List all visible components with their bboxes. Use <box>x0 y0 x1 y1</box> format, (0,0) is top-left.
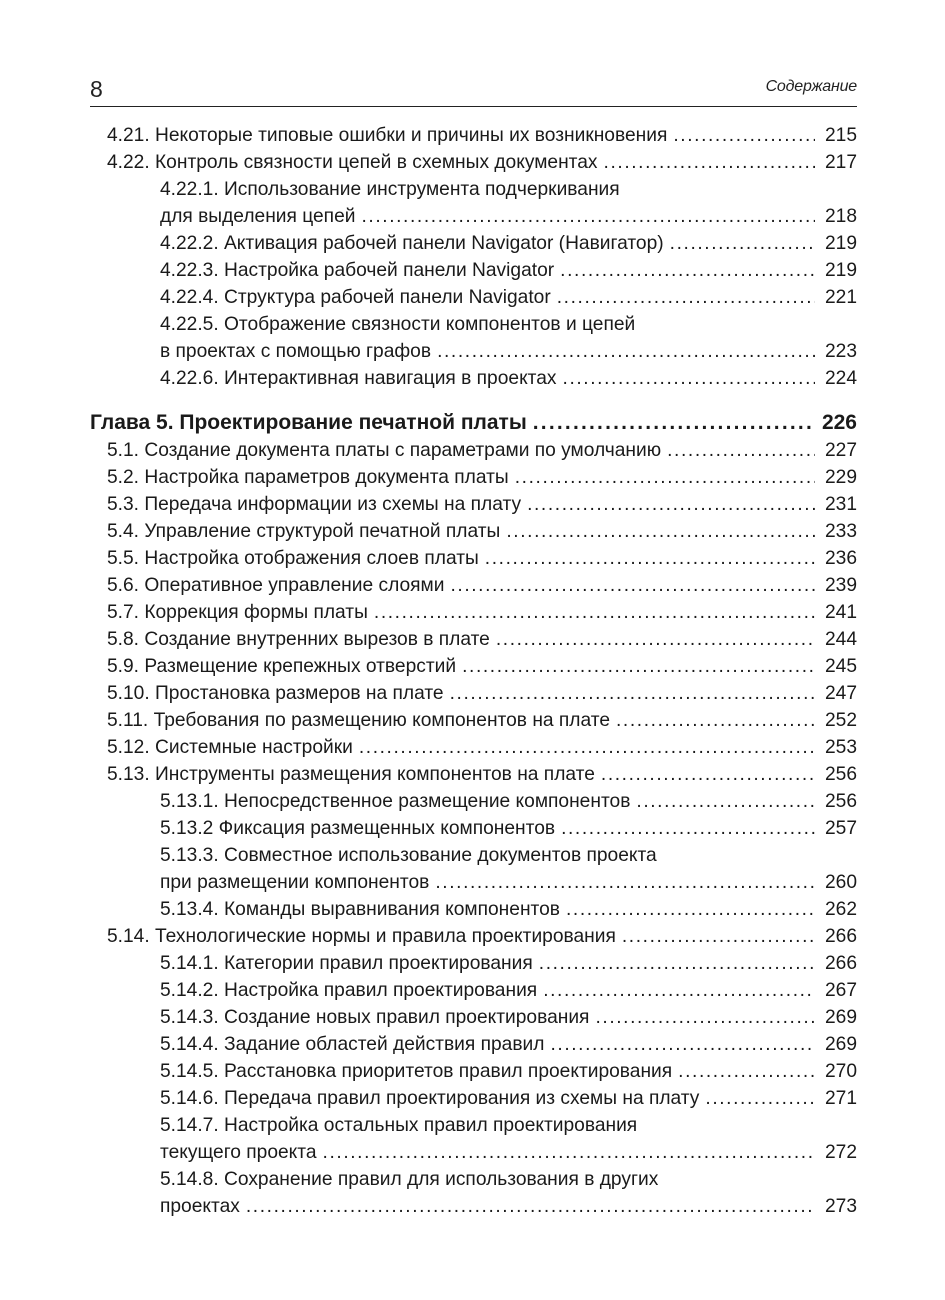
toc-entry[interactable] <box>90 572 857 599</box>
dot-leader <box>560 257 815 284</box>
table-of-contents <box>90 122 857 1220</box>
toc-entry-title: 5.2. Настройка параметров документа платы <box>107 467 509 488</box>
toc-entry-page: 219 <box>824 233 857 254</box>
toc-entry-page: 266 <box>824 953 857 974</box>
toc-entry-title: 5.14. Технологические нормы и правила проектирования <box>107 926 616 947</box>
toc-entry-title: 5.13.2 Фиксация размещенных компонентов <box>160 818 556 839</box>
toc-entry[interactable] <box>90 707 857 734</box>
toc-entry-page: 256 <box>824 764 857 785</box>
toc-entry-page: 247 <box>824 683 857 704</box>
dot-leader <box>533 409 815 437</box>
toc-entry[interactable] <box>90 437 857 464</box>
toc-entry[interactable] <box>90 680 857 707</box>
toc-entry-title: 5.5. Настройка отображения слоев платы <box>107 548 479 569</box>
dot-leader <box>543 977 815 1004</box>
dot-leader <box>485 545 815 572</box>
dot-leader <box>374 599 815 626</box>
dot-leader <box>604 149 815 176</box>
toc-entry-title: проектах <box>160 1196 240 1217</box>
running-title: Содержание <box>765 78 857 95</box>
toc-entry[interactable] <box>90 230 857 257</box>
page-number: 8 <box>90 76 103 102</box>
toc-entry-title: 5.3. Передача информации из схемы на плату <box>107 494 522 515</box>
dot-leader <box>361 203 815 230</box>
toc-entry-first-line: 5.14.8. Сохранение правил для использования в других <box>160 1169 659 1190</box>
toc-entry-page: 269 <box>824 1034 857 1055</box>
toc-entry-page: 231 <box>824 494 857 515</box>
toc-entry-title: для выделения цепей <box>160 206 356 227</box>
toc-entry-page: 245 <box>824 656 857 677</box>
toc-entry-title: 5.14.6. Передача правил проектирования из схемы на плату <box>160 1088 700 1109</box>
toc-entry-title: 5.14.5. Расстановка приоритетов правил проектирования <box>160 1061 673 1082</box>
toc-entry[interactable] <box>90 1031 857 1058</box>
toc-entry-first-line: 4.22.5. Отображение связности компонентов и цепей <box>160 314 636 335</box>
toc-entry-first-line: 5.14.7. Настройка остальных правил проектирования <box>160 1115 638 1136</box>
toc-entry-page: 266 <box>824 926 857 947</box>
dot-leader <box>450 572 815 599</box>
dot-leader <box>506 518 815 545</box>
toc-entry-title: 4.22. Контроль связности цепей в схемных документах <box>107 152 598 173</box>
toc-entry[interactable] <box>90 1139 857 1166</box>
dot-leader <box>595 1004 815 1031</box>
toc-entry[interactable] <box>90 896 857 923</box>
toc-entry[interactable] <box>90 122 857 149</box>
dot-leader <box>437 338 815 365</box>
toc-entry-page: 260 <box>824 872 857 893</box>
toc-entry[interactable] <box>90 149 857 176</box>
toc-entry-title: при размещении компонентов <box>160 872 430 893</box>
dot-leader <box>323 1139 815 1166</box>
dot-leader <box>527 491 815 518</box>
toc-entry[interactable] <box>90 734 857 761</box>
toc-entry-page: 226 <box>821 411 857 434</box>
toc-entry-page: 256 <box>824 791 857 812</box>
toc-entry-title: 5.11. Требования по размещению компонентов на плате <box>107 710 610 731</box>
dot-leader <box>539 950 815 977</box>
toc-entry-page: 253 <box>824 737 857 758</box>
toc-entry-page: 233 <box>824 521 857 542</box>
dot-leader <box>496 626 815 653</box>
toc-entry-title: текущего проекта <box>160 1142 317 1163</box>
toc-entry-page: 272 <box>824 1142 857 1163</box>
toc-entry-title: 5.9. Размещение крепежных отверстий <box>107 656 457 677</box>
toc-entry[interactable] <box>90 464 857 491</box>
toc-entry[interactable] <box>90 950 857 977</box>
toc-entry[interactable] <box>90 257 857 284</box>
toc-entry-title: 5.14.4. Задание областей действия правил <box>160 1034 545 1055</box>
toc-entry-title: 5.8. Создание внутренних вырезов в плате <box>107 629 490 650</box>
toc-entry[interactable] <box>90 545 857 572</box>
toc-entry[interactable] <box>90 1058 857 1085</box>
toc-entry-title: 5.12. Системные настройки <box>107 737 353 758</box>
toc-entry-page: 229 <box>824 467 857 488</box>
toc-entry-first-line: 5.13.3. Совместное использование документов проекта <box>160 845 657 866</box>
toc-entry-page: 218 <box>824 206 857 227</box>
toc-entry[interactable] <box>90 599 857 626</box>
toc-entry[interactable] <box>90 284 857 311</box>
toc-entry-title: 5.13.1. Непосредственное размещение компонентов <box>160 791 631 812</box>
toc-entry-title: 4.22.2. Активация рабочей панели Navigator (Навигатор) <box>160 233 664 254</box>
toc-entry-page: 269 <box>824 1007 857 1028</box>
dot-leader <box>359 734 815 761</box>
toc-entry-page: 239 <box>824 575 857 596</box>
dot-leader <box>678 1058 815 1085</box>
dot-leader <box>622 923 815 950</box>
toc-entry-page: 257 <box>824 818 857 839</box>
toc-entry-title: 5.13. Инструменты размещения компонентов на плате <box>107 764 595 785</box>
toc-entry-page: 241 <box>824 602 857 623</box>
toc-entry[interactable] <box>90 518 857 545</box>
dot-leader <box>462 653 815 680</box>
dot-leader <box>601 761 815 788</box>
toc-entry-page: 227 <box>824 440 857 461</box>
toc-entry-page: 270 <box>824 1061 857 1082</box>
dot-leader <box>515 464 815 491</box>
toc-entry-title: 5.1. Создание документа платы с параметрами по умолчанию <box>107 440 662 461</box>
toc-entry-title: 5.7. Коррекция формы платы <box>107 602 368 623</box>
dot-leader <box>563 365 815 392</box>
toc-entry-page: 236 <box>824 548 857 569</box>
toc-entry-title: 4.21. Некоторые типовые ошибки и причины их возникновения <box>107 125 668 146</box>
toc-entry-title: 4.22.4. Структура рабочей панели Navigator <box>160 287 551 308</box>
toc-chapter[interactable] <box>90 409 857 437</box>
toc-entry-page: 273 <box>824 1196 857 1217</box>
toc-entry-title: 4.22.3. Настройка рабочей панели Navigator <box>160 260 555 281</box>
toc-entry[interactable] <box>90 365 857 392</box>
toc-entry-title: 5.6. Оперативное управление слоями <box>107 575 445 596</box>
dot-leader <box>246 1193 815 1220</box>
toc-entry[interactable] <box>90 338 857 365</box>
toc-entry-page: 217 <box>824 152 857 173</box>
toc-entry-title: 5.14.2. Настройка правил проектирования <box>160 980 538 1001</box>
toc-entry-title: 5.14.3. Создание новых правил проектирования <box>160 1007 590 1028</box>
toc-entry[interactable] <box>90 491 857 518</box>
toc-entry[interactable] <box>90 923 857 950</box>
dot-leader <box>566 896 815 923</box>
dot-leader <box>667 437 815 464</box>
toc-entry-page: 223 <box>824 341 857 362</box>
toc-entry[interactable] <box>90 869 857 896</box>
toc-entry[interactable] <box>90 626 857 653</box>
dot-leader <box>673 122 815 149</box>
toc-entry-page: 221 <box>824 287 857 308</box>
toc-entry-title: 5.13.4. Команды выравнивания компонентов <box>160 899 560 920</box>
dot-leader <box>550 1031 815 1058</box>
toc-entry-first-line: 4.22.1. Использование инструмента подчеркивания <box>160 179 620 200</box>
toc-entry-page: 215 <box>824 125 857 146</box>
toc-entry[interactable] <box>90 1085 857 1112</box>
toc-entry[interactable] <box>90 761 857 788</box>
toc-entry-page: 271 <box>824 1088 857 1109</box>
toc-entry-title: 4.22.6. Интерактивная навигация в проектах <box>160 368 557 389</box>
toc-entry[interactable] <box>90 1004 857 1031</box>
toc-entry-page: 252 <box>824 710 857 731</box>
toc-entry-page: 262 <box>824 899 857 920</box>
toc-entry-page: 267 <box>824 980 857 1001</box>
page-header <box>90 70 857 107</box>
toc-entry[interactable] <box>90 977 857 1004</box>
toc-entry[interactable] <box>90 815 857 842</box>
dot-leader <box>435 869 815 896</box>
toc-entry-page: 244 <box>824 629 857 650</box>
dot-leader <box>557 284 815 311</box>
toc-entry-title: 5.10. Простановка размеров на плате <box>107 683 444 704</box>
dot-leader <box>450 680 815 707</box>
toc-entry-title: 5.14.1. Категории правил проектирования <box>160 953 533 974</box>
dot-leader <box>670 230 815 257</box>
toc-entry[interactable] <box>90 203 857 230</box>
toc-entry-title: 5.4. Управление структурой печатной платы <box>107 521 501 542</box>
toc-entry-page: 219 <box>824 260 857 281</box>
dot-leader <box>636 788 815 815</box>
dot-leader <box>705 1085 815 1112</box>
toc-entry[interactable] <box>90 788 857 815</box>
toc-entry[interactable] <box>90 653 857 680</box>
dot-leader <box>616 707 815 734</box>
toc-entry[interactable] <box>90 1193 857 1220</box>
toc-entry-title: в проектах с помощью графов <box>160 341 432 362</box>
dot-leader <box>561 815 815 842</box>
toc-entry-title: Глава 5. Проектирование печатной платы <box>90 411 527 434</box>
toc-entry-page: 224 <box>824 368 857 389</box>
